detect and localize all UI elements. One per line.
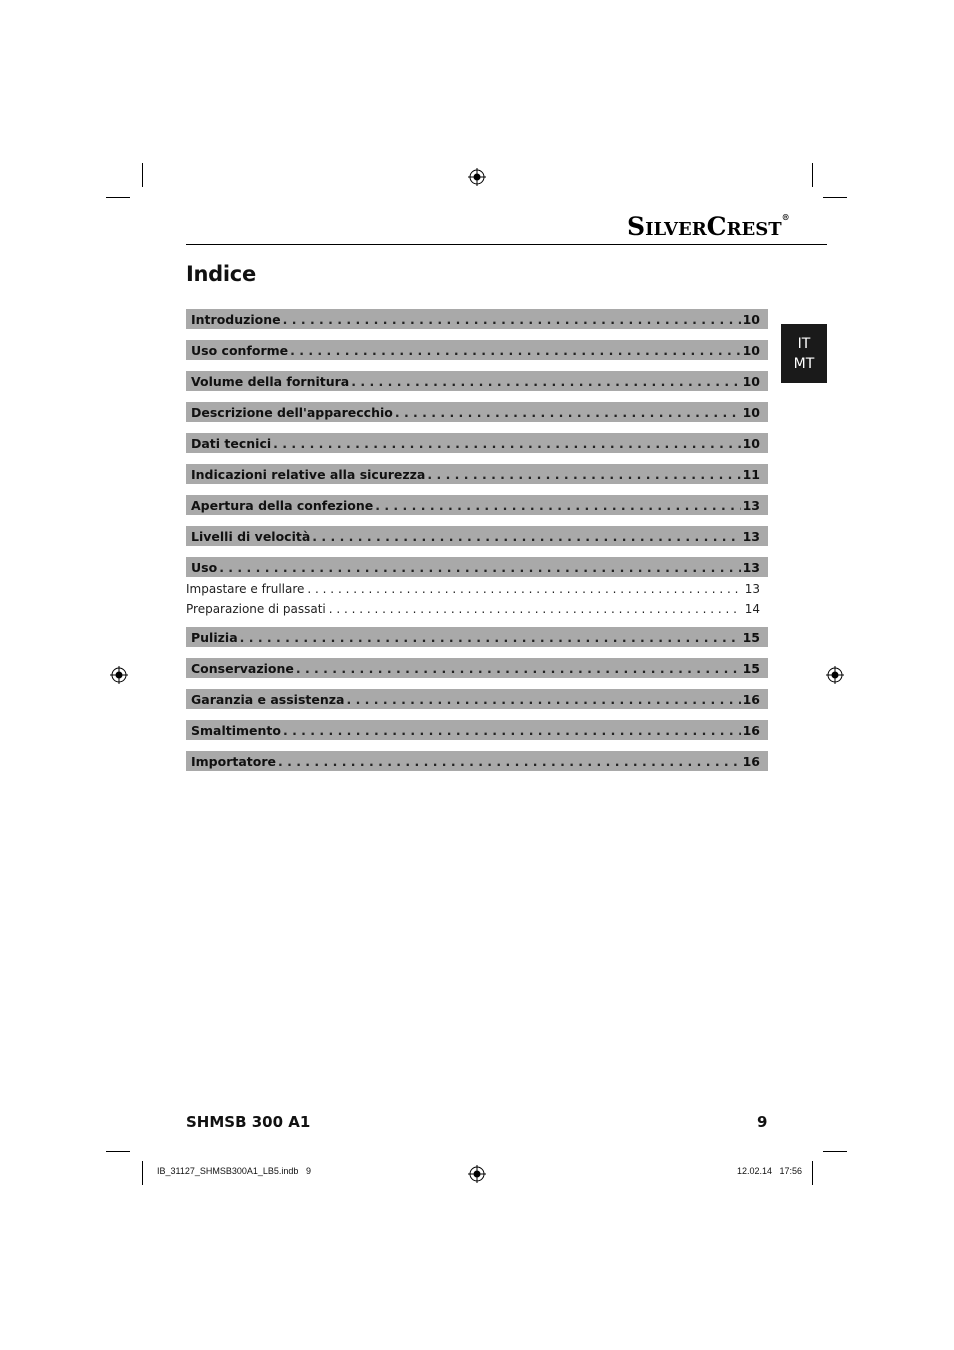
toc-entry-label: Conservazione — [191, 660, 294, 676]
toc-leader — [329, 602, 742, 616]
toc-subentry[interactable] — [186, 579, 768, 599]
registration-mark-icon — [826, 666, 844, 684]
toc-entry-label: Introduzione — [191, 311, 281, 327]
toc-leader — [290, 343, 740, 358]
toc-entry-page: 10 — [742, 435, 760, 451]
crop-mark — [823, 197, 847, 198]
crop-mark — [812, 163, 813, 187]
toc-subentry-page: 13 — [744, 582, 760, 596]
toc-entry[interactable] — [186, 720, 768, 740]
toc-entry[interactable] — [186, 464, 768, 484]
crop-mark — [823, 1151, 847, 1152]
toc-entry-label: Indicazioni relative alla sicurezza — [191, 466, 426, 482]
toc-leader — [395, 405, 741, 420]
toc-leader — [240, 630, 741, 645]
brand-part2: REST — [726, 219, 782, 240]
toc-entry-label: Apertura della confezione — [191, 497, 374, 513]
toc-entry-page: 13 — [742, 528, 760, 544]
toc-entry[interactable] — [186, 526, 768, 546]
brand-initial-s: S — [627, 212, 646, 241]
crop-mark — [106, 197, 130, 198]
toc-entry-label: Descrizione dell'apparecchio — [191, 404, 393, 420]
toc-entry[interactable] — [186, 751, 768, 771]
toc-entry[interactable] — [186, 627, 768, 647]
toc-leader — [312, 529, 740, 544]
toc-entry-label: Pulizia — [191, 629, 238, 645]
brand-initial-c: C — [706, 212, 727, 241]
toc-entry-page: 16 — [742, 691, 760, 707]
toc-entry-label: Dati tecnici — [191, 435, 272, 451]
toc-leader — [296, 661, 741, 676]
header-rule — [186, 244, 827, 245]
toc-leader — [283, 312, 741, 327]
toc-leader — [219, 560, 740, 575]
toc-entry-page: 15 — [742, 660, 760, 676]
toc-entry[interactable] — [186, 433, 768, 453]
language-tab — [781, 324, 827, 383]
toc-entry[interactable] — [186, 557, 768, 577]
registration-mark-icon — [468, 168, 486, 186]
toc-entry-label: Volume della fornitura — [191, 373, 350, 389]
toc-entry[interactable] — [186, 495, 768, 515]
toc-entry[interactable] — [186, 309, 768, 329]
language-tab-line1: IT — [797, 336, 811, 352]
print-slug-file: IB_31127_SHMSB300A1_LB5.indb 9 — [157, 1166, 311, 1176]
toc-entry-label: Uso conforme — [191, 342, 289, 358]
toc-entry-label: Garanzia e assistenza — [191, 691, 345, 707]
brand-part1: ILVER — [645, 219, 707, 240]
page-title: Indice — [186, 262, 256, 286]
toc-entry-label: Livelli di velocità — [191, 528, 311, 544]
toc-leader — [427, 467, 740, 482]
toc-entry-page: 11 — [742, 466, 760, 482]
toc-entry-label: Importatore — [191, 753, 276, 769]
toc-entry[interactable] — [186, 689, 768, 709]
toc-entry-page: 10 — [742, 311, 760, 327]
crop-mark — [142, 1161, 143, 1185]
toc-subentry-label: Preparazione di passati — [186, 602, 326, 616]
toc-entry-page: 16 — [742, 753, 760, 769]
toc-entry[interactable] — [186, 658, 768, 678]
toc-entry[interactable] — [186, 402, 768, 422]
registration-mark-icon — [468, 1165, 486, 1183]
toc-entry-page: 13 — [742, 497, 760, 513]
print-slug-date: 12.02.14 17:56 — [737, 1166, 803, 1176]
toc-leader — [375, 498, 740, 513]
table-of-contents — [186, 309, 768, 782]
toc-leader — [278, 754, 741, 769]
toc-entry[interactable] — [186, 340, 768, 360]
toc-entry-page: 10 — [742, 373, 760, 389]
toc-leader — [283, 723, 741, 738]
toc-entry-page: 10 — [742, 342, 760, 358]
toc-entry-page: 13 — [742, 559, 760, 575]
toc-entry-label: Uso — [191, 559, 218, 575]
language-tab-line2: MT — [793, 356, 815, 372]
toc-leader — [273, 436, 740, 451]
toc-leader — [346, 692, 740, 707]
toc-leader — [307, 582, 741, 596]
toc-subentry-label: Impastare e frullare — [186, 582, 305, 596]
toc-leader — [351, 374, 740, 389]
toc-entry[interactable] — [186, 371, 768, 391]
footer-page-number: 9 — [757, 1113, 768, 1131]
brand-registered: ® — [781, 212, 790, 222]
brand-logo — [627, 212, 790, 241]
toc-entry-label: Smaltimento — [191, 722, 281, 738]
toc-entry-page: 10 — [742, 404, 760, 420]
crop-mark — [812, 1161, 813, 1185]
footer-model: SHMSB 300 A1 — [186, 1113, 311, 1131]
toc-entry-page: 16 — [742, 722, 760, 738]
crop-mark — [106, 1151, 130, 1152]
crop-mark — [142, 163, 143, 187]
toc-entry-page: 15 — [742, 629, 760, 645]
toc-subentry[interactable] — [186, 599, 768, 619]
toc-subentry-page: 14 — [744, 602, 760, 616]
registration-mark-icon — [110, 666, 128, 684]
